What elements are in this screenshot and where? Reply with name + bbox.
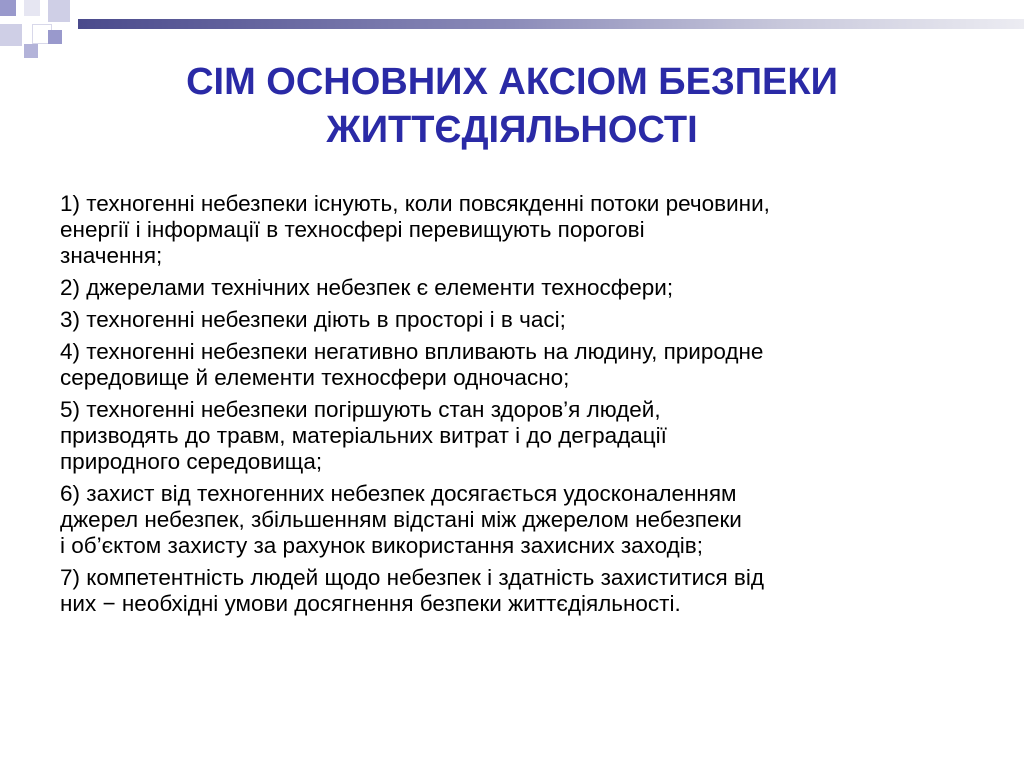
axiom-line: 2) джерелами технічних небезпек є елементи техносфери; xyxy=(60,275,674,300)
axiom-line: них − необхідні умови досягнення безпеки життєдіяльності. xyxy=(60,591,681,616)
axiom-line: природного середовища; xyxy=(60,449,323,474)
slide-title-line: ЖИТТЄДІЯЛЬНОСТІ xyxy=(326,109,698,151)
axiom-list xyxy=(60,191,980,623)
decorative-square xyxy=(0,0,16,16)
decorative-square xyxy=(48,30,62,44)
axiom-item xyxy=(60,191,980,269)
axiom-line: середовище й елементи техносфери одночасно; xyxy=(60,365,570,390)
axiom-line: значення; xyxy=(60,243,163,268)
decorative-square xyxy=(48,0,70,22)
decorative-square xyxy=(24,44,38,58)
axiom-item xyxy=(60,339,980,391)
axiom-item xyxy=(60,307,980,333)
axiom-line: джерел небезпек, збільшенням відстані між джерелом небезпеки xyxy=(60,507,742,532)
header-gradient-bar xyxy=(78,19,1024,29)
axiom-line: 3) техногенні небезпеки діють в просторі і в часі; xyxy=(60,307,566,332)
axiom-line: призводять до травм, матеріальних витрат і до деградації xyxy=(60,423,667,448)
decorative-square xyxy=(24,0,40,16)
axiom-line: 4) техногенні небезпеки негативно впливають на людину, природне xyxy=(60,339,764,364)
axiom-item xyxy=(60,481,980,559)
axiom-item xyxy=(60,275,980,301)
axiom-line: 1) техногенні небезпеки існують, коли повсякденні потоки речовини, xyxy=(60,191,770,216)
decorative-square xyxy=(0,24,22,46)
axiom-line: 7) компетентність людей щодо небезпек і здатність захиститися від xyxy=(60,565,765,590)
axiom-item xyxy=(60,565,980,617)
slide-title xyxy=(100,58,924,154)
axiom-item xyxy=(60,397,980,475)
axiom-line: 5) техногенні небезпеки погіршують стан здоров’я людей, xyxy=(60,397,661,422)
slide-title-line: СІМ ОСНОВНИХ АКСІОМ БЕЗПЕКИ xyxy=(186,61,838,103)
axiom-line: і об’єктом захисту за рахунок використання захисних заходів; xyxy=(60,533,703,558)
axiom-line: енергії і інформації в техносфері перевищують порогові xyxy=(60,217,645,242)
axiom-line: 6) захист від техногенних небезпек досягається удосконаленням xyxy=(60,481,737,506)
